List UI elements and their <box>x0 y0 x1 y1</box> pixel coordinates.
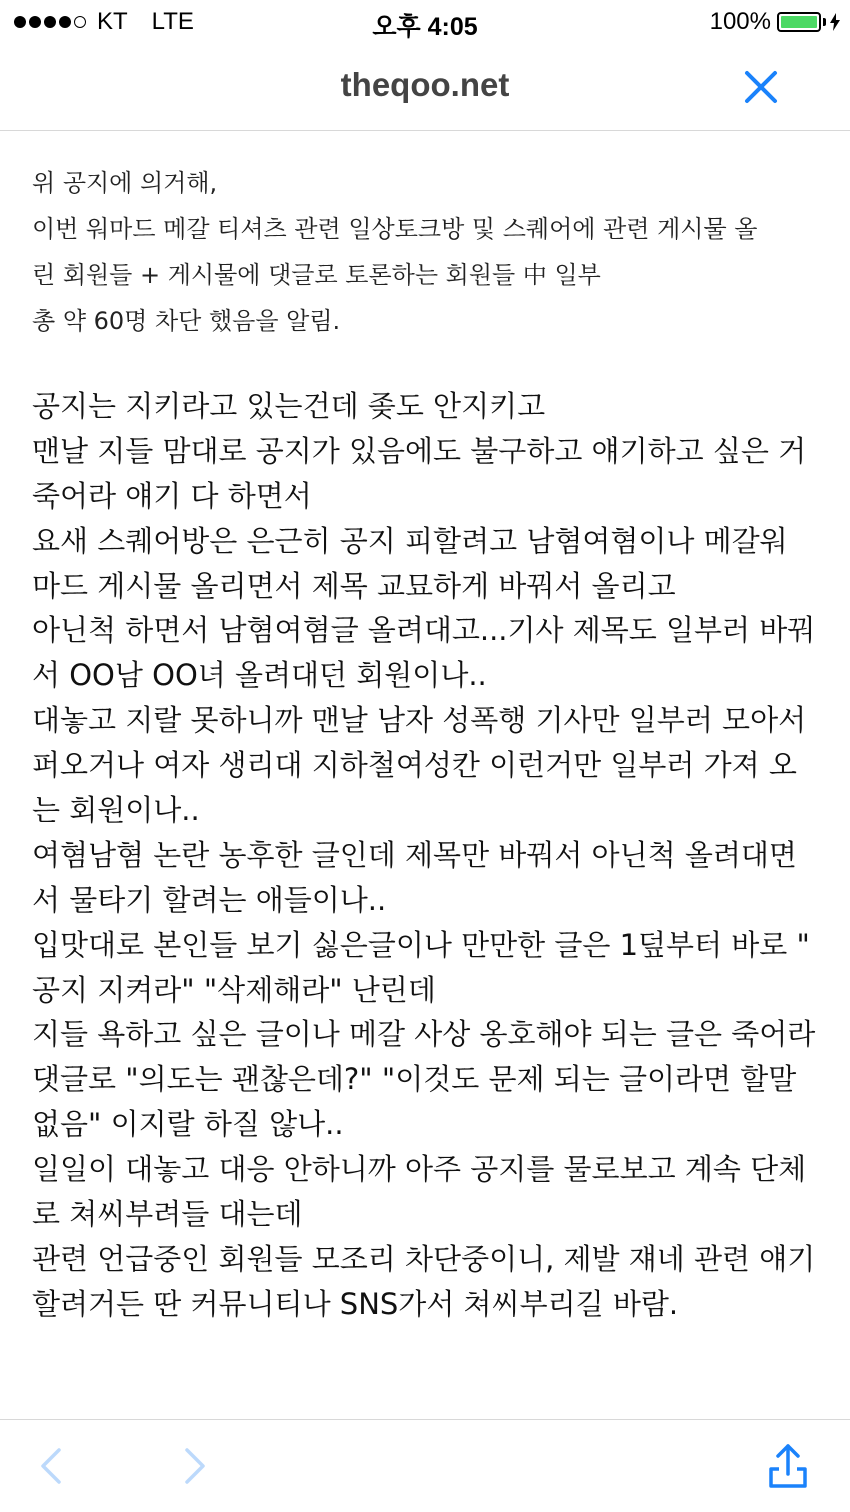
body-line: 공지 지켜라" "삭제해라" 난린데 <box>32 972 436 1007</box>
body-line: 일일이 대놓고 대응 안하니까 아주 공지를 물로보고 계속 단체 <box>32 1152 807 1187</box>
chevron-left-icon <box>32 1446 72 1486</box>
close-x-icon <box>738 64 784 110</box>
notice-block <box>32 160 832 344</box>
body-line: 공지는 지키라고 있는건데 좆도 안지키고 <box>32 389 546 423</box>
clock: 오후 4:05 <box>372 13 478 41</box>
paragraph-gap <box>32 344 832 384</box>
network-type: LTE <box>151 8 194 35</box>
forward-button[interactable] <box>174 1446 214 1486</box>
notice-line: 이번 워마드 메갈 티셔츠 관련 일상토크방 및 스퀘어에 관련 게시물 올 <box>32 215 758 243</box>
notice-line: 총 약 60명 차단 했음을 알림. <box>32 307 341 335</box>
notice-line: 위 공지에 의거해, <box>32 169 218 197</box>
status-bar <box>0 0 850 44</box>
bottom-toolbar <box>0 1419 850 1512</box>
body-line: 서 OO남 OO녀 올려대던 회원이나.. <box>32 658 487 693</box>
battery-icon <box>777 12 821 32</box>
body-line: 아닌척 하면서 남혐여혐글 올려대고...기사 제목도 일부러 바꿔 <box>32 613 816 648</box>
share-button[interactable] <box>766 1442 810 1490</box>
body-line: 는 회원이나.. <box>32 793 200 828</box>
close-button[interactable] <box>738 64 784 110</box>
body-line: 죽어라 얘기 다 하면서 <box>32 478 312 513</box>
body-line: 지들 욕하고 싶은 글이나 메갈 사상 옹호해야 되는 글은 죽어라 <box>32 1017 816 1052</box>
body-line: 여혐남혐 논란 농후한 글인데 제목만 바꿔서 아닌척 올려대면 <box>32 837 797 872</box>
body-line: 마드 게시물 올리면서 제목 교묘하게 바꿔서 올리고 <box>32 568 676 603</box>
back-button[interactable] <box>32 1446 72 1486</box>
notice-line: 린 회원들 + 게시물에 댓글로 토론하는 회원들 中 일부 <box>32 261 601 289</box>
battery-percent: 100% <box>709 8 771 35</box>
body-block <box>32 384 832 1327</box>
body-line: 로 쳐씨부려들 대는데 <box>32 1197 303 1232</box>
article-content <box>32 160 832 1327</box>
charging-bolt-icon <box>830 13 840 31</box>
status-right <box>710 8 840 36</box>
body-line: 댓글로 "의도는 괜찮은데?" "이것도 문제 되는 글이라면 할말 <box>32 1062 797 1097</box>
body-line: 없음" 이지랄 하질 않나.. <box>32 1107 344 1142</box>
body-line: 요새 스퀘어방은 은근히 공지 피할려고 남혐여혐이나 메갈워 <box>32 523 788 558</box>
body-line: 서 물타기 할려는 애들이나.. <box>32 882 387 917</box>
body-line: 맨날 지들 맘대로 공지가 있음에도 불구하고 얘기하고 싶은 거 <box>32 433 807 468</box>
body-line: 퍼오거나 여자 생리대 지하철여성칸 이런거만 일부러 가져 오 <box>32 748 797 783</box>
body-line: 관련 언급중인 회원들 모조리 차단중이니, 제발 쟤네 관련 얘기 <box>32 1241 816 1276</box>
chevron-right-icon <box>174 1446 214 1486</box>
battery-fill <box>781 16 817 28</box>
battery-cap <box>823 18 826 26</box>
body-line: 입맛대로 본인들 보기 싫은글이나 만만한 글은 1덮부터 바로 " <box>32 927 810 962</box>
share-icon <box>766 1442 810 1490</box>
body-line: 대놓고 지랄 못하니까 맨날 남자 성폭행 기사만 일부러 모아서 <box>32 703 807 738</box>
carrier-name: KT <box>97 8 128 35</box>
nav-bar <box>0 44 850 131</box>
body-line: 할려거든 딴 커뮤니티나 SNS가서 쳐씨부리길 바람. <box>32 1286 679 1321</box>
page-title: theqoo.net <box>340 66 510 103</box>
